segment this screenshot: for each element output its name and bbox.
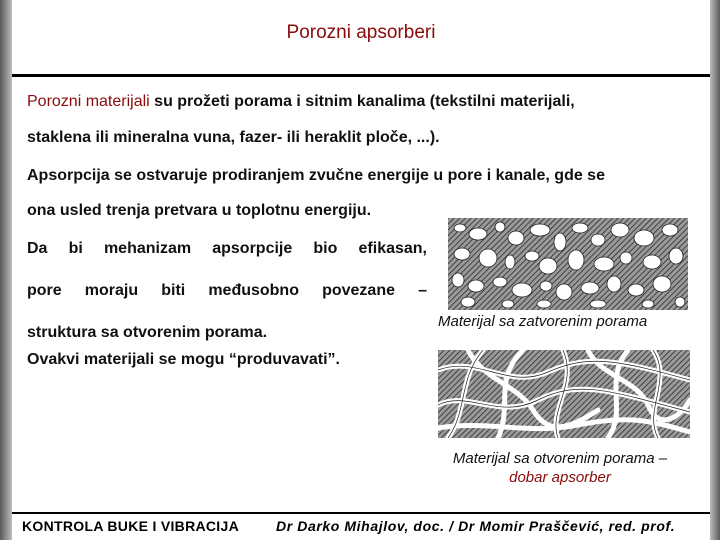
- open-pore-fiber-image: [438, 350, 690, 438]
- open-pore-caption-line-b: dobar apsorber: [509, 469, 611, 486]
- paragraph-absorption-line-a: Apsorpcija se ostvaruje prodiranjem zvučne energije u pore i kanale, gde se: [27, 167, 605, 184]
- slide: [12, 0, 710, 540]
- paragraph-blowing: Ovakvi materijali se mogu “produvavati”.: [27, 351, 340, 368]
- paragraph-mechanism-line-2: pore moraju biti međusobno povezane –: [27, 282, 427, 299]
- slide-frame-right: [710, 0, 720, 540]
- open-pore-caption-line-a: Materijal sa otvorenim porama –: [452, 450, 668, 467]
- footer-authors: Dr Darko Mihajlov, doc. / Dr Momir Praščević, red. prof.: [276, 518, 676, 534]
- footer-divider: [12, 512, 710, 514]
- slide-frame-left: [0, 0, 12, 540]
- paragraph-mechanism: [27, 228, 427, 354]
- paragraph-mechanism-line-3: struktura sa otvorenim porama.: [27, 324, 268, 341]
- paragraph-mechanism-line-1: Da bi mehanizam apsorpcije bio efikasan,: [27, 240, 427, 257]
- open-pore-caption: [430, 449, 690, 487]
- paragraph-absorption-line-b: ona usled trenja pretvara u toplotnu energiju.: [27, 202, 372, 219]
- paragraph-porous-materials: [27, 84, 707, 156]
- closed-pore-texture-image: [448, 218, 688, 310]
- paragraph-porous-materials-text-b: staklena ili mineralna vuna, fazer- ili heraklit ploče, ...).: [27, 129, 440, 146]
- title-divider: [12, 74, 710, 77]
- closed-pore-caption: Materijal sa zatvorenim porama: [438, 313, 648, 330]
- footer-course-title: KONTROLA BUKE I VIBRACIJA: [22, 518, 239, 534]
- term-porous-materials: Porozni materijali: [27, 93, 150, 110]
- slide-title: Porozni apsorberi: [286, 22, 436, 43]
- paragraph-porous-materials-text-a: su prožeti porama i sitnim kanalima (tekstilni materijali,: [149, 93, 575, 110]
